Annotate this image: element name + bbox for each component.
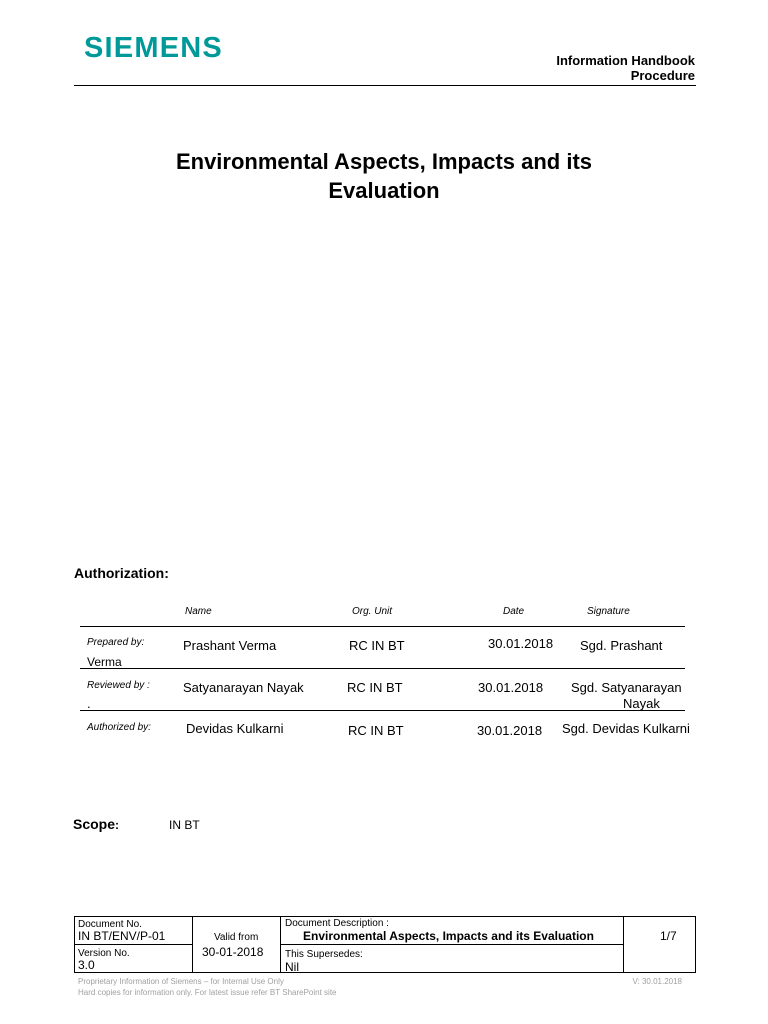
- supersedes-value: Nil: [285, 960, 299, 974]
- role-prepared-by: Prepared by:: [87, 637, 145, 648]
- version-value: 3.0: [78, 958, 95, 972]
- col-header-signature: Signature: [587, 606, 630, 617]
- footer-vline-3: [623, 916, 624, 973]
- authorized-name: Devidas Kulkarni: [186, 721, 284, 736]
- authorized-signature: Sgd. Devidas Kulkarni: [562, 721, 690, 736]
- prepared-signature: Sgd. Prashant: [580, 638, 663, 653]
- auth-rule-1: [80, 668, 685, 669]
- doc-no-value: IN BT/ENV/P-01: [78, 929, 166, 943]
- header-doc-type: [556, 53, 695, 83]
- scope-label: Scope: [73, 816, 116, 832]
- auth-rule-top: [80, 626, 685, 627]
- hardcopy-notice: Hard copies for information only. For latest issue refer BT SharePoint site: [78, 988, 337, 997]
- version-label: Version No.: [78, 948, 130, 959]
- document-title: [84, 147, 684, 205]
- authorized-date: 30.01.2018: [477, 723, 543, 738]
- reviewed-signature-cont: Nayak: [623, 696, 660, 711]
- auth-rule-2: [80, 710, 685, 711]
- reviewed-org: RC IN BT: [347, 680, 403, 695]
- reviewed-name: Satyanarayan Nayak: [183, 680, 304, 695]
- prepared-org: RC IN BT: [349, 638, 405, 653]
- prepared-date: 30.01.2018: [488, 636, 554, 651]
- col-header-date: Date: [503, 606, 525, 617]
- reviewed-date: 30.01.2018: [478, 680, 544, 695]
- doc-description-label: Document Description :: [285, 918, 389, 929]
- header-line-2: Procedure: [630, 68, 695, 83]
- valid-from-date: 30-01-2018: [202, 945, 264, 959]
- footer-hline-mid: [280, 944, 623, 945]
- role-reviewed-by: Reviewed by :: [87, 680, 150, 691]
- page-number: 1/7: [660, 929, 677, 943]
- authorization-heading: Authorization:: [74, 565, 169, 581]
- reviewed-signature: Sgd. Satyanarayan: [571, 680, 682, 695]
- col-header-org-unit: Org. Unit: [352, 606, 393, 617]
- authorized-org: RC IN BT: [348, 723, 404, 738]
- scope-colon: :: [115, 818, 120, 832]
- scope-heading: [73, 816, 119, 832]
- reviewed-overflow: .: [87, 696, 91, 711]
- title-line-2: Evaluation: [328, 178, 440, 203]
- version-date-notice: V: 30.01.2018: [632, 977, 682, 986]
- proprietary-notice: Proprietary Information of Siemens – for Internal Use Only: [78, 977, 284, 986]
- role-authorized-by: Authorized by:: [87, 722, 151, 733]
- scope-value: IN BT: [169, 818, 200, 832]
- valid-from-label: Valid from: [214, 932, 259, 943]
- siemens-logo: SIEMENS: [84, 32, 223, 64]
- footer-hline-left: [74, 944, 192, 945]
- col-header-name: Name: [185, 606, 212, 617]
- prepared-name: Prashant Verma: [183, 638, 277, 653]
- header-divider: [74, 85, 696, 86]
- doc-description-value: Environmental Aspects, Impacts and its Evaluation: [303, 929, 594, 943]
- doc-no-label: Document No.: [78, 919, 142, 930]
- title-line-1: Environmental Aspects, Impacts and its: [175, 149, 593, 174]
- prepared-overflow: Verma: [87, 655, 122, 669]
- header-line-1: Information Handbook: [556, 53, 695, 68]
- supersedes-label: This Supersedes:: [285, 949, 363, 960]
- footer-vline-1: [192, 916, 193, 973]
